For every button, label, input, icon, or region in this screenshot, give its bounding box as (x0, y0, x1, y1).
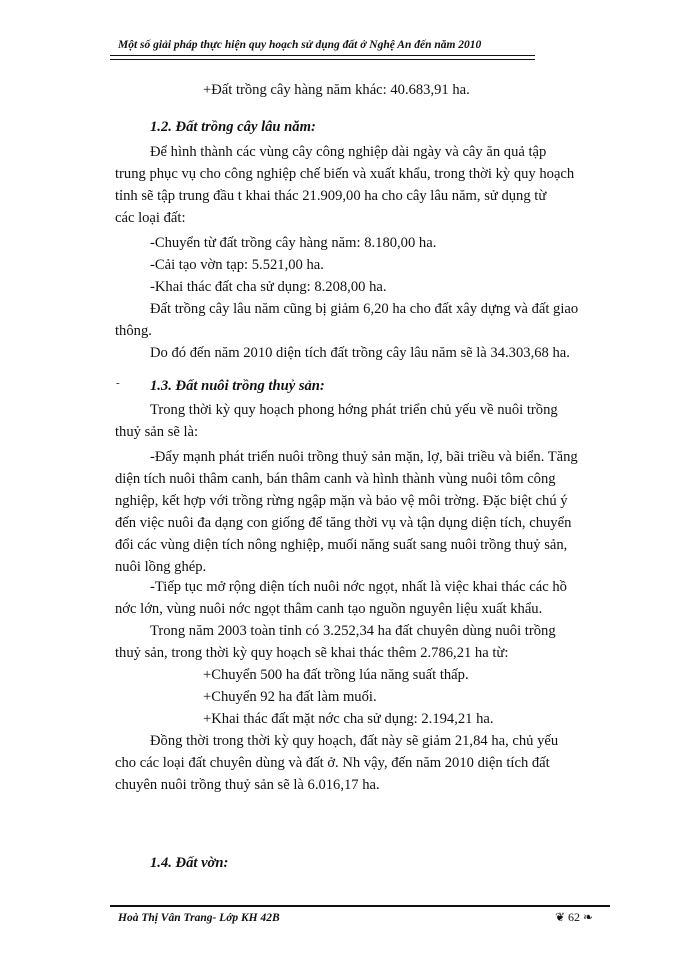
paragraph-line: -Đẩy mạnh phát triển nuôi trồng thuỷ sản mặn, lợ, bãi triều và biển. Tăng (150, 449, 578, 465)
paragraph-line: đổi các vùng diện tích nông nghiệp, muối năng suất sang nuôi trồng thuỷ sản, (115, 537, 568, 553)
paragraph-line: các loại đất: (115, 210, 186, 226)
paragraph-line: Trong thời kỳ quy hoạch phong hớng phát triển chủ yếu về nuôi trồng (150, 402, 558, 418)
paragraph-line: +Chuyển 500 ha đất trồng lúa năng suất thấp. (203, 667, 469, 683)
header-rule-secondary (110, 59, 535, 60)
paragraph-line: nớc lớn, vùng nuôi nớc ngọt thâm canh tạo nguồn nguyên liệu xuất khẩu. (115, 601, 543, 617)
paragraph-line: +Khai thác đất mặt nớc cha sử dụng: 2.194,21 ha. (203, 711, 494, 727)
paragraph-line: Trong năm 2003 toàn tỉnh có 3.252,34 ha đất chuyên dùng nuôi trồng (150, 623, 556, 639)
paragraph-line: đến việc nuôi đa dạng con giống để tăng thời vụ và tận dụng diện tích, chuyển (115, 515, 572, 531)
paragraph-line: thuỷ sản sẽ là: (115, 424, 199, 440)
paragraph-line: Đất trồng cây lâu năm cũng bị giảm 6,20 ha cho đất xây dựng và đất giao (150, 301, 579, 317)
paragraph-line: Để hình thành các vùng cây công nghiệp dài ngày và cây ăn quả tập (150, 144, 547, 160)
header-rule (110, 55, 535, 56)
paragraph-line: trung phục vụ cho công nghiệp chế biến và xuất khẩu, trong thời kỳ quy hoạch (115, 166, 575, 182)
bullet-marker: - (116, 377, 120, 389)
paragraph-line: chuyên nuôi trồng thuỷ sản sẽ là 6.016,17 ha. (115, 777, 380, 793)
paragraph-line: thuỷ sản, trong thời kỳ quy hoạch sẽ khai thác thêm 2.786,21 ha từ: (115, 645, 509, 661)
paragraph-line: -Cải tạo vờn tạp: 5.521,00 ha. (150, 257, 324, 273)
paragraph-line: +Chuyển 92 ha đất làm muối. (203, 689, 377, 705)
paragraph-line: thông. (115, 323, 152, 339)
paragraph-line: cho các loại đất chuyên dùng và đất ở. Nh vậy, đến năm 2010 diện tích đất (115, 755, 550, 771)
footer-author: Hoà Thị Vân Trang- Lớp KH 42B (118, 912, 280, 924)
paragraph-line: -Khai thác đất cha sử dụng: 8.208,00 ha. (150, 279, 387, 295)
section-heading-1-3: 1.3. Đất nuôi trồng thuỷ sản: (150, 378, 325, 394)
section-heading-1-4: 1.4. Đất vờn: (150, 855, 229, 871)
running-header: Một số giải pháp thực hiện quy hoạch sử dụng đất ở Nghệ An đến năm 2010 (118, 39, 482, 51)
footer-rule (110, 905, 610, 907)
paragraph-line: nuôi lồng ghép. (115, 559, 207, 575)
page-number: ❦ 62 ❧ (555, 910, 594, 924)
paragraph-line: Đồng thời trong thời kỳ quy hoạch, đất này sẽ giảm 21,84 ha, chủ yếu (150, 733, 559, 749)
paragraph-line: +Đất trồng cây hàng năm khác: 40.683,91 ha. (203, 82, 470, 98)
paragraph-line: tỉnh sẽ tập trung đầu t khai thác 21.909,00 ha cho cây lâu năm, sử dụng từ (115, 188, 547, 204)
paragraph-line: diện tích nuôi thâm canh, bán thâm canh và hình thành vùng nuôi tôm công (115, 471, 556, 487)
section-heading-1-2: 1.2. Đất trồng cây lâu năm: (150, 119, 316, 135)
paragraph-line: -Chuyển từ đất trồng cây hàng năm: 8.180,00 ha. (150, 235, 437, 251)
paragraph-line: nghiệp, kết hợp với trồng rừng ngập mặn và bảo vệ môi trờng. Đặc biệt chú ý (115, 493, 568, 509)
paragraph-line: -Tiếp tục mở rộng diện tích nuôi nớc ngọt, nhất là việc khai thác các hồ (150, 579, 567, 595)
paragraph-line: Do đó đến năm 2010 diện tích đất trồng cây lâu năm sẽ là 34.303,68 ha. (150, 345, 570, 361)
